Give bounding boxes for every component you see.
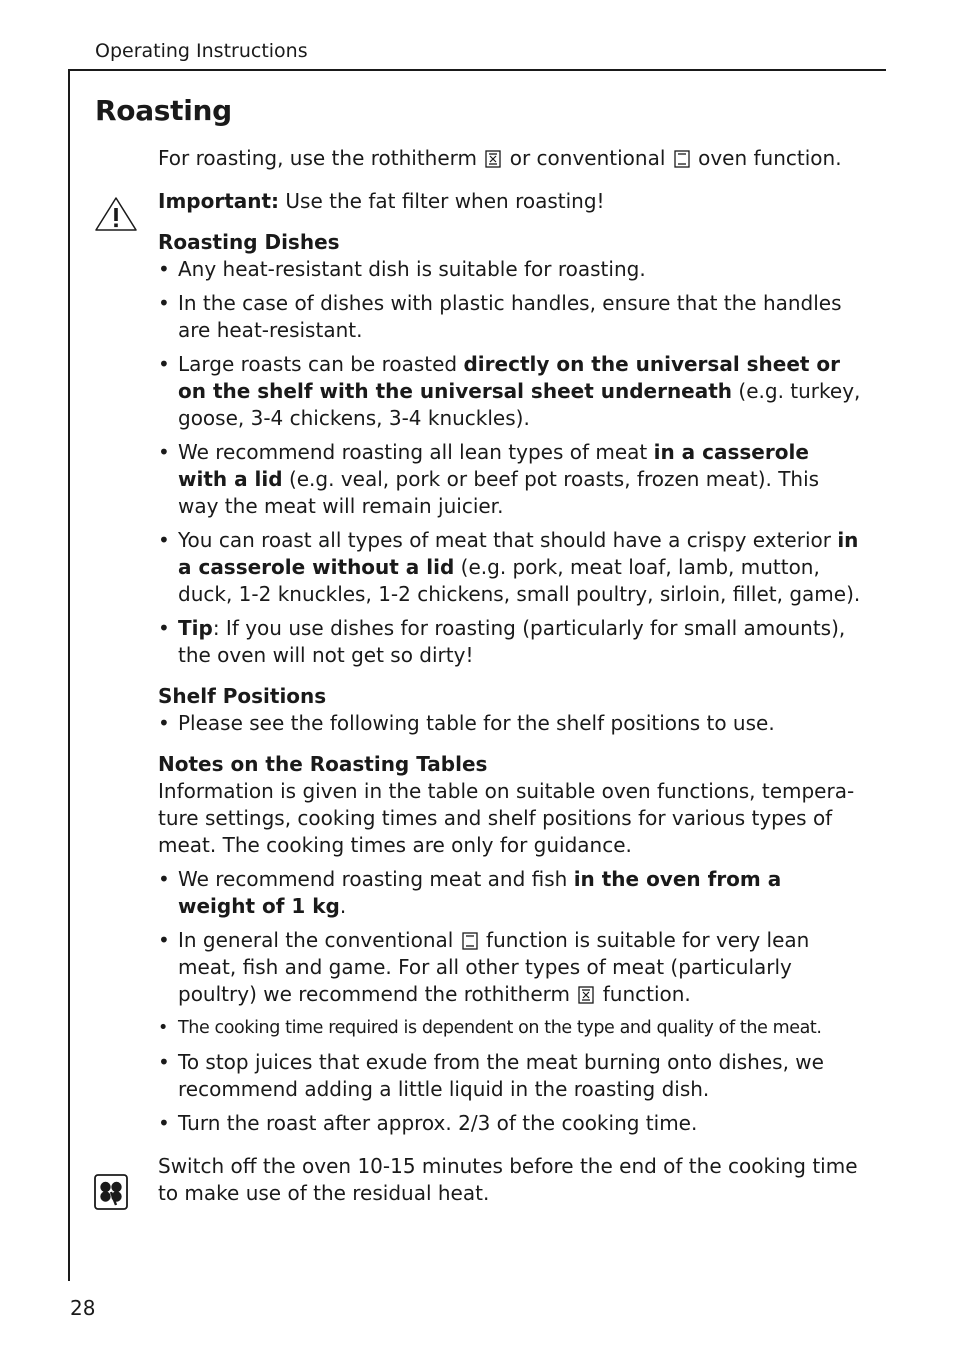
roasting-dishes-list bbox=[158, 256, 864, 669]
item-text: You can roast all types of meat that should have a crispy exterior bbox=[178, 528, 838, 552]
clover-leaf-icon bbox=[94, 1174, 128, 1210]
bullet: • bbox=[158, 711, 170, 735]
bullet: • bbox=[158, 1111, 170, 1135]
bullet: • bbox=[158, 352, 170, 376]
item-text: function is suitable for very lean meat, fish and game. For all other types of meat (particularly poultry) we recommend the rothitherm bbox=[178, 928, 810, 1006]
bullet: • bbox=[158, 528, 170, 552]
bullet: • bbox=[158, 1018, 168, 1038]
item-text: We recommend roasting all lean types of meat bbox=[178, 440, 654, 464]
shelf-positions-list bbox=[158, 710, 864, 737]
intro-text-2: or conventional bbox=[503, 146, 672, 170]
page-number: 28 bbox=[70, 1296, 96, 1320]
item-bold: in a casserole with a lid bbox=[178, 440, 809, 491]
list-item bbox=[158, 1049, 864, 1103]
notes-list bbox=[158, 866, 864, 1137]
item-text: We recommend roasting meat and fish bbox=[178, 867, 574, 891]
item-text: Turn the roast after approx. 2/3 of the cooking time. bbox=[178, 1111, 698, 1135]
residual-heat-tip: Switch off the oven 10-15 minutes before the end of the cooking time to make use of the residual heat. bbox=[158, 1154, 858, 1205]
bullet: • bbox=[158, 928, 170, 952]
item-text: Any heat-resistant dish is suitable for roasting. bbox=[178, 257, 646, 281]
item-text: Please see the following table for the shelf positions to use. bbox=[178, 711, 775, 735]
bullet: • bbox=[158, 291, 170, 315]
shelf-positions-heading: Shelf Positions bbox=[158, 684, 327, 708]
list-item bbox=[158, 866, 864, 920]
intro-text-1: For roasting, use the rothitherm bbox=[158, 146, 484, 170]
bullet: • bbox=[158, 1050, 170, 1074]
top-rule bbox=[68, 69, 886, 71]
intro-paragraph bbox=[158, 145, 864, 172]
item-bold: in the oven from a weight of 1 kg bbox=[178, 867, 782, 918]
bullet: • bbox=[158, 440, 170, 464]
rothitherm-function-icon bbox=[485, 150, 501, 168]
list-item bbox=[158, 351, 864, 432]
list-item bbox=[158, 527, 864, 608]
notes-paragraph: Information is given in the table on suitable oven functions, tempera-ture settings, cooking times and shelf positions for various types of meat. The cooking times are only for guidance. bbox=[158, 779, 855, 857]
list-item bbox=[158, 710, 864, 737]
item-text: To stop juices that exude from the meat burning onto dishes, we recommend adding a little liquid in the roasting dish. bbox=[178, 1050, 824, 1101]
bullet: • bbox=[158, 867, 170, 891]
list-item bbox=[158, 1110, 864, 1137]
list-item bbox=[158, 439, 864, 520]
rothitherm-function-icon bbox=[578, 986, 594, 1004]
item-text: . bbox=[339, 894, 347, 918]
conventional-function-icon bbox=[674, 150, 690, 168]
list-item bbox=[158, 1015, 864, 1042]
list-item bbox=[158, 615, 864, 669]
list-item bbox=[158, 290, 864, 344]
item-text: In general the conventional bbox=[178, 928, 460, 952]
page-content bbox=[158, 145, 864, 1207]
notes-heading: Notes on the Roasting Tables bbox=[158, 752, 488, 776]
list-item bbox=[158, 256, 864, 283]
header-section-label: Operating Instructions bbox=[95, 40, 308, 62]
warning-triangle-icon bbox=[94, 196, 138, 232]
intro-text-3: oven function. bbox=[691, 146, 842, 170]
item-text: The cooking time required is dependent on the type and quality of the meat. bbox=[178, 1018, 822, 1038]
item-text: In the case of dishes with plastic handles, ensure that the handles are heat-resistant. bbox=[178, 291, 842, 342]
item-bold: directly on the universal sheet or on the shelf with the universal sheet underneath bbox=[178, 352, 841, 403]
conventional-function-icon bbox=[462, 932, 478, 950]
important-label: Important: bbox=[158, 189, 280, 213]
item-text: (e.g. turkey, goose, 3-4 chickens, 3-4 knuckles). bbox=[178, 379, 861, 430]
important-text: Use the fat filter when roasting! bbox=[279, 189, 605, 213]
item-text: (e.g. veal, pork or beef pot roasts, frozen meat). This way the meat will remain juicier. bbox=[178, 467, 820, 518]
left-rule bbox=[68, 69, 70, 1281]
page-title: Roasting bbox=[95, 94, 232, 127]
bullet: • bbox=[158, 616, 170, 640]
important-note bbox=[158, 188, 864, 215]
item-bold: Tip bbox=[178, 616, 213, 640]
item-text: (e.g. pork, meat loaf, lamb, mutton, duck, 1-2 knuckles, 1-2 chickens, small poultry, sirloin, fillet, game). bbox=[178, 555, 861, 606]
item-text: : If you use dishes for roasting (particularly for small amounts), the oven will not get so dirty! bbox=[178, 616, 846, 667]
roasting-dishes-heading: Roasting Dishes bbox=[158, 230, 340, 254]
item-text: Large roasts can be roasted bbox=[178, 352, 464, 376]
bullet: • bbox=[158, 257, 170, 281]
item-text: function. bbox=[596, 982, 691, 1006]
item-bold: in a casserole without a lid bbox=[178, 528, 859, 579]
list-item bbox=[158, 927, 864, 1008]
